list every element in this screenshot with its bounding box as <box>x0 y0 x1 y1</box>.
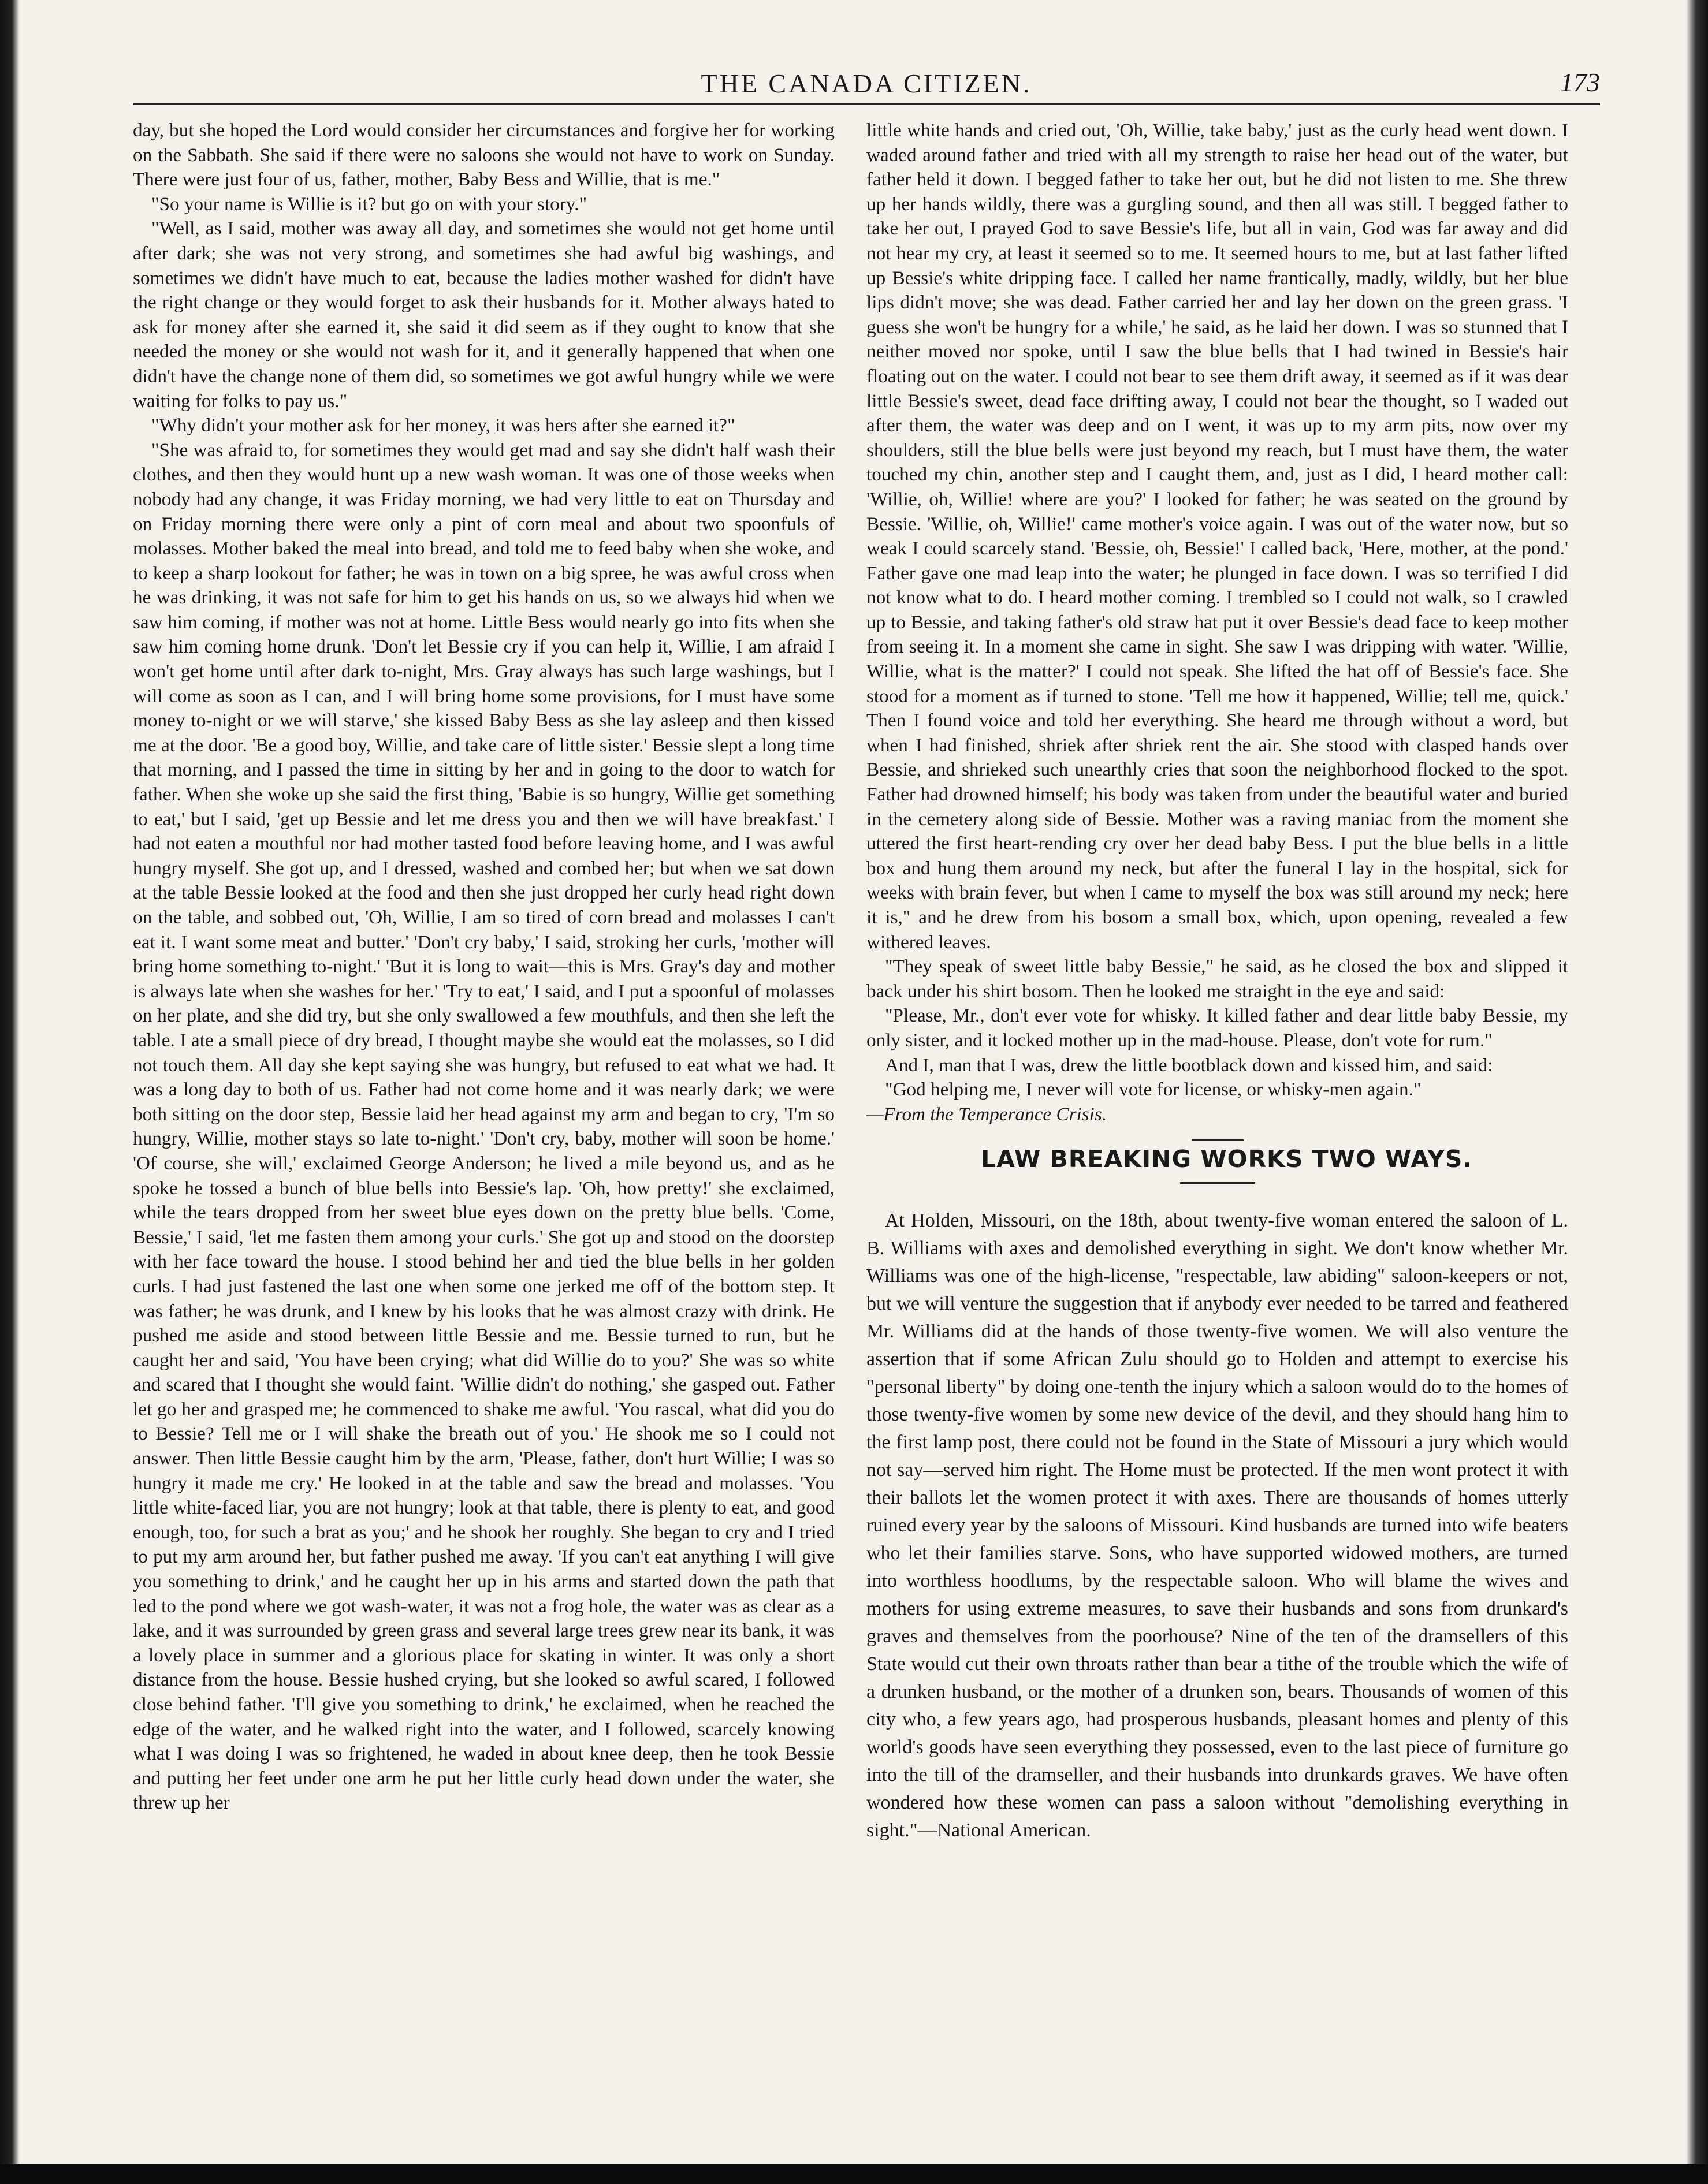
story-paragraph: "Well, as I said, mother was away all day, and sometimes she would not get home until after dark; she was not very strong, and sometimes she had awful big washings, and sometimes we didn't have much to eat, because the ladies mother washed for didn't have the right change or they would forget to ask their husbands for it. Mother always hated to ask for money after she earned it, she said it did seem as if they ought to know that she needed the money or she would not wash for it, and it generally happened that when one didn't have the change none of them did, so sometimes we got awful hungry while we were waiting for folks to pay us." <box>133 218 835 412</box>
story-paragraph: "God helping me, I never will vote for license, or whisky-men again." <box>885 1079 1422 1101</box>
story-paragraph: "They speak of sweet little baby Bessie," he said, as he closed the box and slipped it back under his shirt bosom. Then he looked me straight in the eye and said: <box>866 956 1568 1002</box>
page-edge-right <box>1686 0 1708 2184</box>
article-headline: LAW BREAKING WORKS TWO WAYS. <box>981 1145 1472 1173</box>
headline-rule <box>1180 1182 1255 1184</box>
story-paragraph: little white hands and cried out, 'Oh, Willie, take baby,' just as the curly head went down. I waded around father and tried with all my strength to raise her head out of the water, but father held it down. I begged father to take her out, but he did not listen to me. She threw up her hands wildly, there was a gurgling sound, and then all was still. I begged father to take her out, I prayed God to save Bessie's life, but all in vain, God was far away and did not hear my cry, at least it seemed so to me. It seemed hours to me, but at last father lifted up Bessie's white dripping face. I called her name frantically, madly, wildly, but her blue lips didn't move; she was dead. Father carried her and lay her down on the green grass. 'I guess she won't be hungry for a while,' he said, as he laid her down. I was so stunned that I neither moved nor spoke, until I saw the blue bells that I had twined in Bessie's hair floating out on the water. I could not bear to see them drift away, it seemed as if it was dear little Bessie's sweet, dead face drifting away, I could not bear the thought, so I waded out after them, the water was deep and on I went, it was up to my arm pits, now over my shoulders, still the blue bells were just beyond my reach, but I must have them, the water touched my chin, another step and I caught them, and, just as I did, I heard mother call: 'Willie, oh, Willie! where are you?' I looked for father; he was seated on the ground by Bessie. 'Willie, oh, Willie!' came mother's voice again. I was out of the water now, but so weak I could scarcely stand. 'Bessie, oh, Bessie!' I called back, 'Here, mother, at the pond.' Father gave one mad leap into the water; he plunged in face down. I was so terrified I did not know what to do. I heard mother coming. I trembled so I could not walk, so I crawled up to Bessie, and taking father's old straw hat put it over Bessie's dead face to keep mother from seeing it. In a moment she came in sight. She saw I was dripping with water. 'Willie, Willie, what is the matter?' I could not speak. She lifted the hat off of Bessie's face. She stood for a moment as if turned to stone. 'Tell me how it happened, Willie; tell me, quick.' Then I found voice and told her everything. She heard me through without a word, but when I had finished, shriek after shriek rent the air. She stood with clasped hands over Bessie, and shrieked such unearthly cries that soon the neighborhood flocked to the spot. Father had drowned himself; his body was taken from under the beautiful water and buried in the cemetery along side of Bessie. Mother was a raving maniac from the moment she uttered the first heart-rending cry over her dead baby Bess. I put the blue bells in a little box and hung them around my neck, but after the funeral I lay in the hospital, sick for weeks with brain fever, but when I came to myself the box was still around my neck; here it is," and he drew from his bosom a small box, which, upon opening, revealed a few withered leaves. <box>866 120 1568 953</box>
story-paragraph: And I, man that I was, drew the little bootblack down and kissed him, and said: <box>885 1054 1493 1076</box>
left-column <box>133 118 835 1816</box>
right-column <box>866 118 1568 1844</box>
page-edge-bottom <box>0 2164 1708 2184</box>
story-paragraph: day, but she hoped the Lord would consider her circumstances and forgive her for working on the Sabbath. She said if there were no saloons she would not have to work on Sunday. There were just four of us, father, mother, Baby Bess and Willie, that is me." <box>133 120 835 191</box>
running-head: THE CANADA CITIZEN. <box>701 69 1032 98</box>
story-paragraph: "So your name is Willie is it? but go on with your story." <box>151 193 587 215</box>
story-source: —From the Temperance Crisis. <box>866 1103 1107 1125</box>
page-header <box>133 64 1600 104</box>
header-rule <box>133 103 1600 105</box>
article-paragraph: At Holden, Missouri, on the 18th, about twenty-five woman entered the saloon of L. B. Williams with axes and demolished everything in sight. We don't know whether Mr. Williams was one of the high-license, "respectable, law abiding" saloon-keepers or not, but we will venture the suggestion that if anybody ever needed to be tarred and feathered Mr. Williams did at the hands of those twenty-five women. We will also venture the assertion that if some African Zulu should go to Holden and attempt to exercise his "personal liberty" by doing one-tenth the injury which a saloon would do to the homes of those twenty-five women by some new device of the devil, and they should hang him to the first lamp post, there could not be found in the State of Missouri a jury which would not say—served him right. The Home must be protected. If the men wont protect it with their ballots let the women protect it with axes. There are thousands of homes utterly ruined every year by the saloons of Missouri. Kind husbands are turned into wife beaters who let their families starve. Sons, who have supported widowed mothers, are turned into worthless hoodlums, by the respectable saloon. Who will blame the wives and mothers for using extreme measures, to save their husbands and sons from drunkard's graves and themselves from the poorhouse? Nine of the ten of the dramsellers of this State would cut their own throats rather than bear a tithe of the trouble which the wife of a drunken husband, or the mother of a drunken son, bears. Thousands of women of this city who, a few years ago, had prosperous husbands, pleasant homes and plenty of this world's goods have seen everything they possessed, even to the last piece of furniture go into the till of the dramseller, and their husbands into drunkards graves. We have often wondered how these women can pass a saloon without "demolishing everything in sight."—National American. <box>866 1209 1568 1841</box>
story-paragraph: "Please, Mr., don't ever vote for whisky. It killed father and dear little baby Bessie, my only sister, and it locked mother up in the mad-house. Please, don't vote for rum." <box>866 1005 1568 1051</box>
section-divider <box>1192 1139 1244 1141</box>
article-body <box>866 1207 1568 1844</box>
story-paragraph: "She was afraid to, for sometimes they would get mad and say she didn't half wash their clothes, and then they would hunt up a new wash woman. It was one of those weeks when nobody had any change, it was Friday morning, we had very little to eat on Thursday and on Friday morning there were only a pint of corn meal and about two spoonfuls of molasses. Mother baked the meal into bread, and told me to feed baby when she woke, and to keep a sharp lookout for father; he was in town on a big spree, he was awful cross when he was drinking, it was not safe for him to get his hands on us, so we always hid when we saw him coming, if mother was not at home. Little Bess would nearly go into fits when she saw him coming home drunk. 'Don't let Bessie cry if you can help it, Willie, I am afraid I won't get home until after dark to-night, Mrs. Gray always has such large washings, but I will come as soon as I can, and I will bring home some provisions, for I must have some money to-night or we will starve,' she kissed Baby Bess as she lay asleep and then kissed me at the door. 'Be a good boy, Willie, and take care of little sister.' Bessie slept a long time that morning, and I passed the time in sitting by her and in going to the door to watch for father. When she woke up she said the first thing, 'Babie is so hungry, Willie get something to eat,' but I said, 'get up Bessie and let me dress you and then we will have breakfast.' I had not eaten a mouthful nor had mother tasted food before leaving home, and I was awful hungry myself. She got up, and I dressed, washed and combed her; but when we sat down at the table Bessie looked at the food and then she just dropped her curly head right down on the table, and sobbed out, 'Oh, Willie, I am so tired of corn bread and molasses I can't eat it. I want some meat and butter.' 'Don't cry baby,' I said, stroking her curls, 'mother will bring home something to-night.' 'But it is long to wait—this is Mrs. Gray's day and mother is always late when she washes for her.' 'Try to eat,' I said, and I put a spoonful of molasses on her plate, and she did try, but she only swallowed a few mouthfuls, and then she left the table. I ate a small piece of dry bread, I thought maybe she would eat the molasses, so I did not touch them. All day she kept saying she was hungry, but refused to eat what we had. It was a long day to both of us. Father had not come home and it was nearly dark; we were both sitting on the door step, Bessie laid her head against my arm and began to cry, 'I'm so hungry, Willie, mother stays so late to-night.' 'Don't cry, baby, mother will soon be home.' 'Of course, she will,' exclaimed George Anderson; he lived a mile beyond us, and as he spoke he tossed a bunch of blue bells into Bessie's lap. 'Oh, how pretty!' she exclaimed, while the tears dropped from her sweet blue eyes down on the pretty blue bells. 'Come, Bessie,' I said, 'let me fasten them among your curls.' She got up and stood on the doorstep with her face toward the house. I stood behind her and tied the blue bells in her golden curls. I had just fastened the last one when some one jerked me off of the bottom step. It was father; he was drunk, and I knew by his looks that he was almost crazy with drink. He pushed me aside and stood between little Bessie and me. Bessie turned to run, but he caught her and said, 'You have been crying; what did Willie do to you?' She was so white and scared that I thought she would faint. 'Willie didn't do nothing,' she gasped out. Father let go her and grasped me; he commenced to shake me awful. 'You rascal, what did you do to Bessie? Tell me or I will shake the breath out of you.' He shook me so I could not answer. Then little Bessie caught him by the arm, 'Please, father, don't hurt Willie; I was so hungry it made me cry.' He looked in at the table and saw the bread and molasses. 'You little white-faced liar, you are not hungry; look at that table, there is plenty to eat, and good enough, too, for such a brat as you;' and he shook her roughly. She began to cry and I tried to put my arm around her, but father pushed me away. 'If you can't eat anything I will give you something to drink,' and he caught her up in his arms and started down the path that led to the pond where we got wash-water, it was not a frog hole, the water was as clear as a lake, and it was surrounded by green grass and several large trees grew near its bank, it was a lovely place in summer and a glorious place for skating in winter. It was only a short distance from the house. Bessie hushed crying, but she looked so awful scared, I followed close behind father. 'I'll give you something to drink,' he exclaimed, when he reached the edge of the water, and he walked right into the water, and I followed, scarcely knowing what I was doing I was so frightened, he waded in about knee deep, then he took Bessie and putting her feet under one arm he put her little curly head down under the water, she threw up her <box>133 439 835 1814</box>
story-paragraph: "Why didn't your mother ask for her money, it was hers after she earned it?" <box>151 415 735 437</box>
page-edge-left <box>0 0 20 2184</box>
page-number: 173 <box>1560 68 1600 97</box>
